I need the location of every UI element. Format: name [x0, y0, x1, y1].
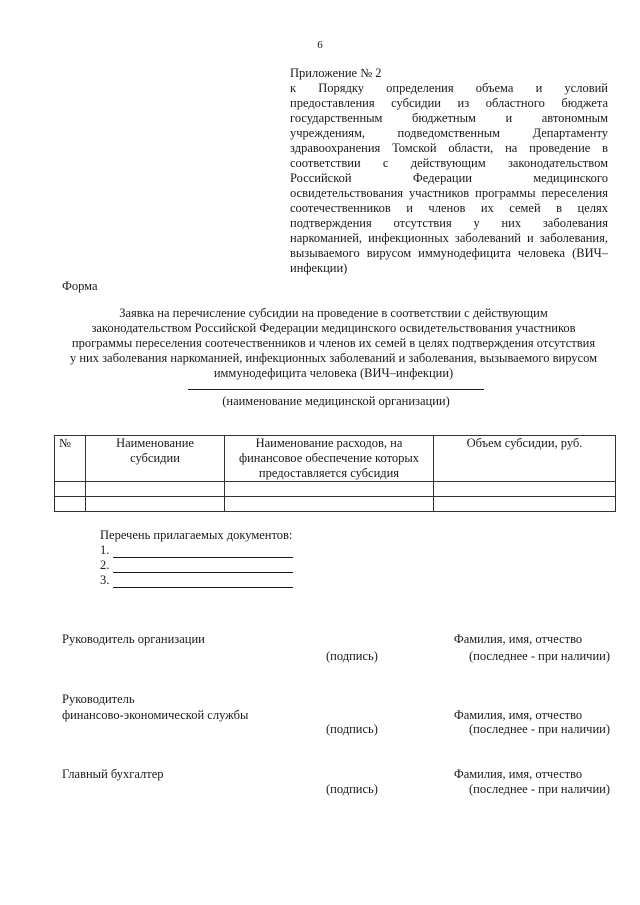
annex-line: предоставления субсидии из областного бюджета: [290, 96, 608, 110]
col-subsidy-name-header: Наименование субсидии: [86, 436, 225, 482]
form-title: [40, 306, 605, 381]
signature-name-hint: (последнее - при наличии): [469, 722, 610, 736]
document-item: [100, 543, 293, 558]
table-cell[interactable]: [225, 497, 434, 512]
title-line: программы переселения соотечественников и членов их семей в целях подтверждения отсутствия: [71, 336, 596, 350]
document-number: 2.: [100, 558, 110, 572]
document-field[interactable]: [113, 560, 293, 573]
page-number: 6: [317, 39, 323, 51]
signature-field[interactable]: (подпись): [326, 782, 378, 796]
document-number: 3.: [100, 573, 110, 587]
signature-name-hint: (последнее - при наличии): [469, 649, 610, 663]
col-number-header: №: [55, 436, 86, 482]
table-cell[interactable]: [55, 482, 86, 497]
signature-name-hint: (последнее - при наличии): [469, 782, 610, 796]
title-line: у них заболевания наркоманией, инфекционных заболеваний и заболевания, вызываемого вирусом: [69, 351, 598, 365]
document-field[interactable]: [113, 545, 293, 558]
document-number: 1.: [100, 543, 110, 557]
annex-line: к Порядку определения объема и условий: [290, 81, 608, 95]
table-cell[interactable]: [55, 497, 86, 512]
col-amount-header: Объем субсидии, руб.: [434, 436, 616, 482]
annex-line: здравоохранения Томской области, на проведение в: [290, 141, 608, 155]
documents-heading: Перечень прилагаемых документов:: [100, 528, 293, 542]
signature-role: Руководитель организации: [62, 632, 205, 646]
signature-role: финансово-экономической службы: [62, 708, 249, 722]
annex-line: Приложение № 2: [290, 66, 382, 80]
annex-line: освидетельствования участников программы переселения: [290, 186, 608, 200]
annex-line: государственным бюджетным и автономным: [290, 111, 608, 125]
annex-line: вызываемого вирусом иммунодефицита человека (ВИЧ–: [290, 246, 608, 260]
annex-line: соотечественников и членов их семей в целях: [290, 201, 608, 215]
form-label: Форма: [62, 279, 98, 293]
table-row: [55, 482, 616, 497]
signature-role: Главный бухгалтер: [62, 767, 164, 781]
signature-role: Руководитель: [62, 692, 135, 706]
annex-line: учреждениям, подведомственным Департаменту: [290, 126, 608, 140]
table-cell[interactable]: [86, 497, 225, 512]
attached-documents: [100, 528, 293, 588]
annex-line: соответствии с действующим законодательством: [290, 156, 608, 170]
annex-line: наркоманией, инфекционных заболеваний и заболевания,: [290, 231, 608, 245]
table-cell[interactable]: [434, 497, 616, 512]
signature-name-label: Фамилия, имя, отчество: [453, 632, 583, 646]
document-item: [100, 573, 293, 588]
organization-name-caption: (наименование медицинской организации): [222, 394, 450, 408]
organization-name-field[interactable]: [188, 389, 484, 390]
table-row: [55, 497, 616, 512]
annex-line: подтверждения отсутствия у них заболевания: [290, 216, 608, 230]
title-line: иммунодефицита человека (ВИЧ–инфекции): [213, 366, 454, 380]
annex-header: [290, 66, 608, 276]
signature-name-label: Фамилия, имя, отчество: [453, 708, 583, 722]
signature-field[interactable]: (подпись): [326, 649, 378, 663]
col-expenses-header: Наименование расходов, на финансовое обеспечение которых предоставляется субсидия: [225, 436, 434, 482]
document-field[interactable]: [113, 575, 293, 588]
table-header-row: [55, 436, 616, 482]
signature-chief-accountant: [62, 767, 610, 801]
signature-head-of-finance: [62, 692, 610, 742]
table-cell[interactable]: [434, 482, 616, 497]
title-line: законодательством Российской Федерации медицинского освидетельствования участников: [91, 321, 576, 335]
signature-head-of-organization: [62, 632, 610, 666]
table-cell[interactable]: [86, 482, 225, 497]
title-line: Заявка на перечисление субсидии на проведение в соответствии с действующим: [119, 306, 548, 320]
annex-line: инфекции): [290, 261, 348, 275]
subsidy-table: [54, 435, 616, 512]
signature-name-label: Фамилия, имя, отчество: [453, 767, 583, 781]
document-item: [100, 558, 293, 573]
signature-field[interactable]: (подпись): [326, 722, 378, 736]
annex-line: Российской Федерации медицинского: [290, 171, 608, 185]
table-cell[interactable]: [225, 482, 434, 497]
